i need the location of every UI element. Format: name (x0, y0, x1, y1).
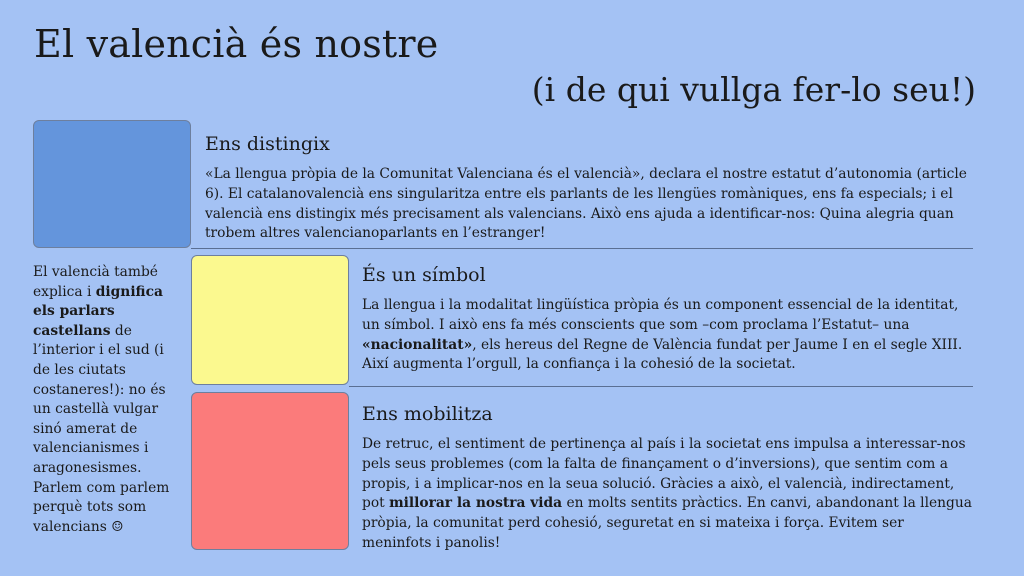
emphasis-text: dignifica els parlars castellans (33, 283, 163, 339)
section-body (362, 296, 972, 375)
section-ens-distingix (205, 133, 980, 244)
page-title: El valencià és nostre (34, 22, 439, 66)
text-run: , els hereus del Regne de València fundat per Jaume I en el segle XIII. Així augmenta l’orgull, la confiança i la cohesió de la societat. (362, 336, 963, 373)
text-run: de l’interior i el sud (i de les ciutats costaneres!): no és un castellà vulgar sinó amerat de valencianismes i aragonesismes. Parlem com parlem perquè tots som valencians ☺ (33, 322, 170, 535)
page-subtitle: (i de qui vullga fer-lo seu!) (531, 70, 976, 109)
color-box-blue (33, 120, 191, 248)
emphasis-text: «nacionalitat» (362, 336, 473, 353)
divider (191, 248, 973, 249)
section-heading: Ens mobilitza (362, 403, 493, 425)
divider (349, 386, 973, 387)
section-heading: Ens distingix (205, 133, 330, 155)
color-box-yellow (191, 255, 349, 385)
section-ens-mobilitza (362, 403, 972, 554)
text-run: De retruc, el sentiment de pertinença al país i la societat ens impulsa a interessar-nos pels seus problemes (com la falta de finançament o d’inversions), que sentim com a propis, i a implicar-nos en la seua solució. Gràcies a això, el valencià, indirectament, pot (362, 436, 966, 512)
section-es-un-simbol (362, 264, 972, 375)
emphasis-text: millorar la nostra vida (389, 495, 563, 512)
side-note (33, 263, 183, 537)
text-run: La llengua i la modalitat lingüística pròpia és un component essencial de la identitat, un símbol. I això ens fa més conscients que som –com proclama l’Estatut– una (362, 297, 959, 333)
text-run: en molts sentits pràctics. En canvi, abandonant la llengua pròpia, la comunitat perd cohesió, seguretat en si mateixa i força. Evitem ser meninfots i panolis! (362, 495, 972, 551)
text-run: «La llengua pròpia de la Comunitat Valenciana és el valencià», declara el nostre estatut d’autonomia (article 6). El catalanovalencià ens singularitza entre els parlants de les llengües romàniques, ens fa especials; i el valencià ens distingix més precisament als valencians. Això ens ajuda a identificar-nos: Quina alegria quan trobem altres valencianoparlants en l’estranger! (205, 166, 967, 242)
section-body (362, 435, 972, 554)
color-box-red (191, 392, 349, 550)
section-body (205, 165, 980, 244)
text-run: El valencià també explica i (33, 264, 158, 300)
section-heading: És un símbol (362, 264, 486, 286)
